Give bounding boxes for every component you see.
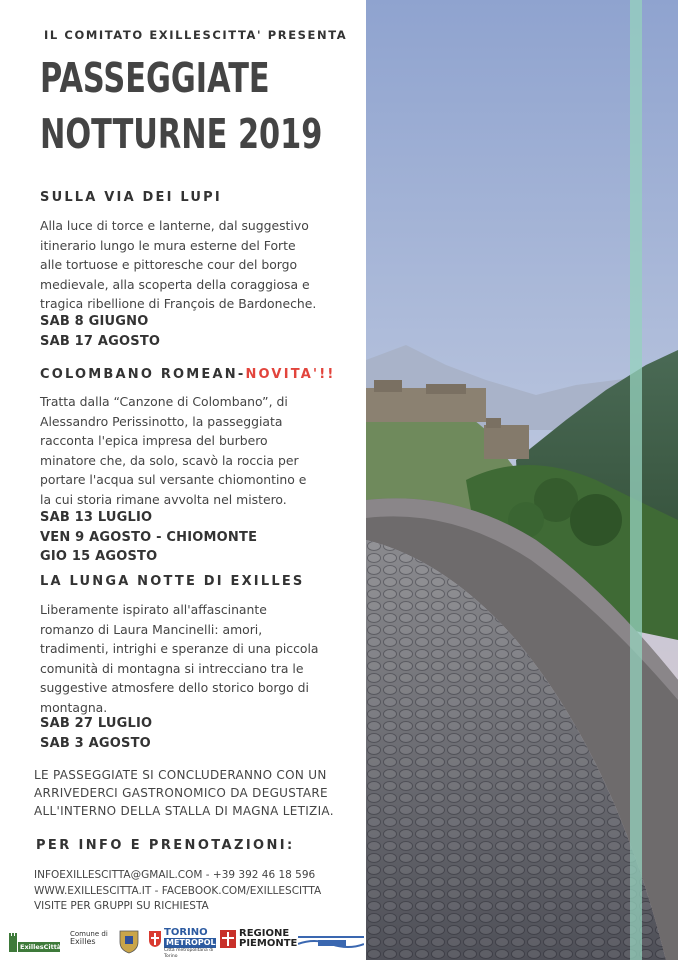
section-title-colombano [40,367,336,382]
section-body-lunga-notte [40,600,366,717]
body-line: itinerario lungo le mura esterne del Forte [40,237,296,253]
contact-email-phone[interactable]: INFOEXILLESCITTA@GMAIL.COM - +39 392 46 18 596 [34,869,316,881]
date-item: GIO 15 AGOSTO [40,549,158,564]
title-line-1: PASSEGGIATE [40,54,270,102]
comune-exilles-text [70,930,108,946]
date-item: SAB 17 AGOSTO [40,333,161,349]
closing-note [34,766,334,820]
regione-line-1: REGIONE [239,928,290,939]
date-item: SAB 8 GIUGNO [40,314,149,329]
group-visits-note: VISITE PER GRUPPI SU RICHIESTA [34,900,209,912]
section-title-text: COLOMBANO ROMEAN- [40,367,246,382]
date-item: SAB 3 AGOSTO [40,735,151,751]
section-body-lupi [40,216,366,314]
body-line: Alla luce di torce e lanterne, dal suggestivo [40,218,309,233]
body-line: racconta l'epica impresa del burbero [40,433,268,448]
body-line: alle tortuose e pittoresche cour del borgo [40,257,298,272]
section-body-colombano [40,392,366,509]
date-item: SAB 27 LUGLIO [40,716,153,731]
closing-line: ARRIVEDERCI GASTRONOMICO DA DEGUSTARE [34,786,328,800]
regione-line-2: PIEMONTE [239,938,298,949]
body-line: Tratta dalla “Canzone di Colombano”, di [40,394,288,409]
section-title-lunga-notte: LA LUNGA NOTTE DI EXILLES [40,574,305,589]
sponsor-logos [8,926,368,959]
torino-line-3: Città metropolitana di Torino [164,948,214,959]
body-line: romanzo di Laura Mancinelli: amori, [40,621,263,637]
body-line: medievale, alla scoperta della coraggiosa e [40,276,310,292]
date-item: VEN 9 AGOSTO - CHIOMONTE [40,529,258,545]
title-line-2: NOTTURNE 2019 [40,110,323,158]
body-line: tradimenti, intrighi e speranze di una piccola [40,641,319,656]
section-dates-lupi [40,312,160,351]
partner-logo [298,934,364,954]
body-line: Liberamente ispirato all'affascinante [40,602,267,617]
body-line: la cui storia rimane avvolta nel mistero. [40,491,287,507]
body-line: montagna. [40,699,108,715]
comitato-logo [8,928,62,958]
contact-web-links[interactable]: WWW.EXILLESCITTA.IT - FACEBOOK.COM/EXILLESCITTA [34,884,322,897]
date-item: SAB 13 LUGLIO [40,510,153,525]
comune-line-1: Comune di [70,930,108,938]
body-line: suggestive atmosfere dello storico borgo di [40,680,309,695]
section-title-lupi: SULLA VIA DEI LUPI [40,190,222,205]
comune-crest-icon [118,928,140,958]
presenter-line: IL COMITATO EXILLESCITTA' PRESENTA [44,28,348,42]
novita-badge: NOVITA'!! [245,367,336,382]
torino-line-1: TORINO [164,927,208,938]
decorative-stripe [630,0,642,960]
section-dates-lunga-notte [40,714,152,753]
regione-shield-icon [220,930,236,948]
contact-info [34,868,321,915]
comune-line-2: Exilles [70,937,96,946]
page-title [40,50,322,162]
body-line: minatore che, da solo, scavò la roccia per [40,452,299,468]
info-heading: PER INFO E PRENOTAZIONI: [36,838,295,853]
comitato-logo-text: ExillesCittà [20,943,62,951]
section-dates-colombano [40,508,257,567]
body-line: portare l'acqua sul versante chiomontino e [40,472,307,487]
closing-line: LE PASSEGGIATE SI CONCLUDERANNO CON UN [34,768,327,782]
body-line: comunità di montagna si intrecciano tra le [40,660,304,676]
torino-line-2: METROPOLI [166,938,219,947]
torino-shield-icon [148,930,162,948]
partner-wave-icon [298,934,364,950]
body-line: Alessandro Perissinotto, la passeggiata [40,413,283,429]
body-line: tragica ribellione di François de Bardoneche. [40,296,317,311]
closing-line: ALL'INTERNO DELLA STALLA DI MAGNA LETIZIA. [34,804,334,818]
